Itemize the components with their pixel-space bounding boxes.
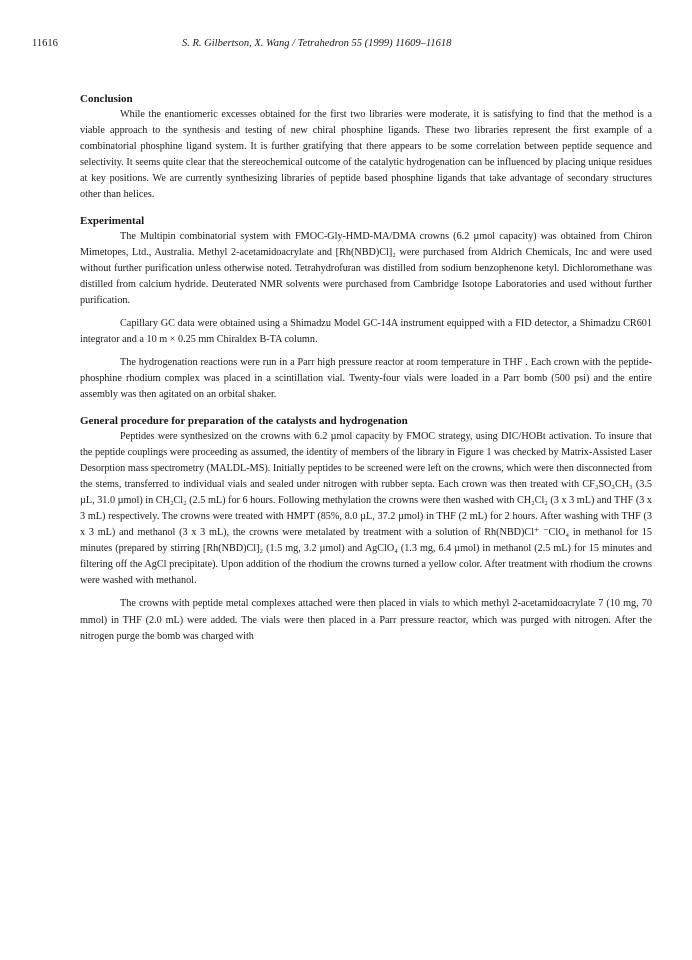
- running-title: S. R. Gilbertson, X. Wang / Tetrahedron 55 (1999) 11609–11618: [182, 38, 452, 49]
- general-procedure-heading: General procedure for preparation of the catalysts and hydrogenation: [80, 414, 408, 427]
- general-procedure-paragraph: Peptides were synthesized on the crowns with 6.2 µmol capacity by FMOC strategy, using DIC/HOBt activation. To insure that the peptide couplings were proceeding as assumed, the identity of members of the library in Figure 1 was checked by Matrix-Assisted Laser Desorption mass spectrometry (MALDL-MS). Initially peptides to be screened were left on the crowns, which were then disconnected from the stems, transferred to individual vials and sealed under nitrogen with rubber septa. Each crown was then treated with CF₃SO₃CH₃ (3.5 µL, 31.0 µmol) in CH₂Cl₂ (2.5 mL) for 6 hours. Following methylation the crowns were then washed with CH₂Cl₂ (3 x 3 mL) and THF (3 x 3 mL) respectively. The crowns were treated with HMPT (85%, 8.0 µL, 37.2 µmol) in THF (2 mL) for 2 hours. After washing with THF (3 x 3 mL) and methanol (3 x 3 mL), the crowns were metalated by treatment with a solution of Rh(NBD)Cl⁺ ⁻ClO₄ in methanol for 15 minutes (prepared by stirring [Rh(NBD)Cl]₂ (1.5 mg, 3.2 µmol) and AgClO₄ (1.3 mg, 6.4 µmol) in methanol (2.5 mL) for 15 minutes and filtering off the AgCl precipitate). Upon addition of the rhodium the crowns turned a yellow color. After treatment with rhodium the crowns were washed with methanol.: [80, 430, 652, 587]
- conclusion-paragraph: While the enantiomeric excesses obtained for the first two libraries were moderate, it is satisfying to find that the method is a viable approach to the synthesis and testing of new chiral phosphine ligands. These two libraries represent the first example of a combinatorial phosphine ligand system. It is further gratifying that there appears to be some correlation between peptide sequence and selectivity. It seems quite clear that the stereochemical outcome of the catalytic hydrogenation can be influenced by placing unique residues at key positions. We are currently synthesizing libraries of peptide based phosphine ligands that take advantage of secondary structures other than helices.: [80, 109, 652, 201]
- running-head: [32, 38, 660, 54]
- page-body: [80, 92, 652, 645]
- experimental-paragraph-hydrogenation: The hydrogenation reactions were run in a Parr high pressure reactor at room temperature in THF . Each crown with the peptide-phosphine rhodium complex was placed in a scintillation vial. Twenty-four vials were loaded in a Parr bomb (500 psi) and the entire assembly was then agitated on an orbital shaker.: [80, 357, 652, 401]
- conclusion-heading: Conclusion: [80, 93, 133, 105]
- experimental-heading: Experimental: [80, 214, 145, 227]
- experimental-paragraph-gc: Capillary GC data were obtained using a Shimadzu Model GC-14A instrument equipped with a FID detector, a Shimadzu CR601 integrator and a 10 m × 0.25 mm Chiraldex B-TA column.: [80, 318, 652, 346]
- experimental-paragraph-materials: The Multipin combinatorial system with FMOC-Gly-HMD-MA/DMA crowns (6.2 µmol capacity) was obtained from Chiron Mimetopes, Ltd., Australia. Methyl 2-acetamidoacrylate and [Rh(NBD)Cl]₂ were purchased from Aldrich Chemicals, Inc and were used without further purification unless otherwise noted. Tetrahydrofuran was distilled from sodium benzophenone ketyl. Dichloromethane was distilled from calcium hydride. Deuterated NMR solvents were purchased from Cambridge Isotope Laboratories and used without further purification.: [80, 230, 652, 306]
- general-procedure-paragraph-continued: The crowns with peptide metal complexes attached were then placed in vials to which methyl 2-acetamidoacrylate 7 (10 mg, 70 mmol) in THF (2.0 mL) were added. The vials were then placed in a Parr pressure reactor, which was purged with nitrogen. After the nitrogen purge the bomb was charged with: [80, 598, 652, 642]
- page-number: 11616: [32, 38, 58, 49]
